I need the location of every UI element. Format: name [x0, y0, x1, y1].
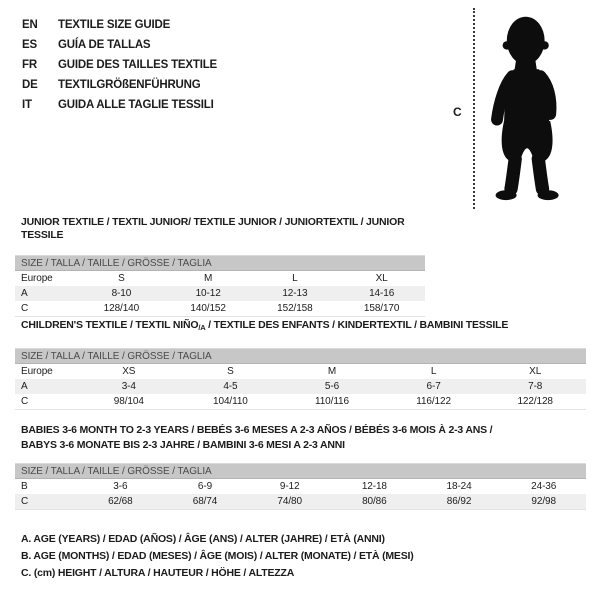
language-code: ES [22, 39, 37, 51]
value-cell: 8-10 [111, 288, 132, 299]
language-code: EN [22, 19, 38, 31]
babies-size-table [15, 463, 586, 510]
language-title: TEXTILGRÖßENFÜHRUNG [58, 79, 201, 91]
value-cell: 110/116 [315, 396, 349, 407]
language-row [22, 55, 217, 75]
value-cell: 128/140 [103, 303, 140, 314]
value-cell: 6-7 [426, 381, 441, 392]
section-title-text: CHILDREN'S TEXTILE / TEXTIL NIÑO [21, 319, 199, 331]
junior-size-table [15, 255, 425, 317]
language-code: IT [22, 99, 32, 111]
value-cell: S [118, 273, 125, 284]
section-title-line1 [21, 319, 586, 334]
value-cell: 3-6 [113, 481, 128, 492]
babies-textile-section [15, 424, 586, 510]
value-cell: 14-16 [369, 288, 395, 299]
language-row [22, 35, 217, 55]
table-row [15, 301, 425, 316]
value-cell: 98/104 [113, 396, 144, 407]
junior-textile-section [15, 216, 425, 317]
row-label-cell: A [21, 288, 28, 299]
table-row [15, 479, 586, 494]
language-title: GUIDA ALLE TAGLIE TESSILI [58, 99, 214, 111]
language-row [22, 15, 217, 35]
value-cell: 7-8 [528, 381, 543, 392]
value-cell: 3-4 [121, 381, 136, 392]
section-title-babies [21, 424, 586, 452]
row-label-cell: B [21, 481, 28, 492]
value-cell: 92/98 [531, 496, 556, 507]
row-label-cell: Europe [21, 366, 53, 377]
section-title-text: BABIES 3-6 MONTH TO 2-3 YEARS / BEBÉS 3-6 MESES A 2-3 AÑOS / BÉBÉS 3-6 MOIS À 2-3 ANS / [21, 424, 493, 436]
row-label-cell: Europe [21, 273, 53, 284]
legend-note-line: A. AGE (YEARS) / EDAD (AÑOS) / ÂGE (ANS) / ALTER (JAHRE) / ETÀ (ANNI) [21, 533, 385, 545]
value-cell: 122/128 [517, 396, 553, 407]
table-row [15, 364, 586, 379]
value-cell: 5-6 [324, 381, 340, 392]
value-cell: 74/80 [277, 496, 302, 507]
value-cell: 9-12 [279, 481, 300, 492]
value-cell: M [327, 366, 337, 377]
size-header-bar: SIZE / TALLA / TAILLE / GRÖSSE / TAGLIA [15, 463, 586, 479]
value-cell: L [292, 273, 298, 284]
value-cell: XL [375, 273, 388, 284]
value-cell: M [204, 273, 213, 284]
size-header-bar: SIZE / TALLA / TAILLE / GRÖSSE / TAGLIA [15, 348, 586, 364]
row-label-cell: C [21, 303, 29, 314]
baby-silhouette-icon [483, 8, 567, 206]
row-label-cell: C [21, 396, 29, 407]
measurement-figure [440, 5, 595, 213]
value-cell: 10-12 [195, 288, 221, 299]
value-cell: 158/170 [363, 303, 400, 314]
section-title-children [21, 319, 586, 334]
table-row [15, 286, 425, 301]
height-measure-label: C [453, 105, 462, 119]
value-cell: XS [122, 366, 136, 377]
value-cell: 4-5 [223, 381, 238, 392]
section-title-subscript: /A [198, 323, 206, 332]
size-header-bar: SIZE / TALLA / TAILLE / GRÖSSE / TAGLIA [15, 255, 425, 271]
value-cell: 6-9 [197, 481, 213, 492]
value-cell: 24-36 [531, 481, 557, 492]
value-cell: S [227, 366, 234, 377]
section-title-line2: BABYS 3-6 MONATE BIS 2-3 JAHRE / BAMBINI 3-6 MESI A 2-3 ANNI [21, 439, 345, 451]
language-title: GUÍA DE TALLAS [58, 39, 151, 51]
children-size-table [15, 348, 586, 410]
value-cell: XL [529, 366, 542, 377]
value-cell: 12-13 [282, 288, 308, 299]
legend-note-line: B. AGE (MONTHS) / EDAD (MESES) / ÂGE (MOIS) / ALTER (MONATE) / ETÀ (MESI) [21, 550, 414, 562]
table-row [15, 379, 586, 394]
table-row [15, 271, 425, 286]
legend-note-line: C. (cm) HEIGHT / ALTURA / HAUTEUR / HÖHE / ALTEZZA [21, 567, 295, 579]
language-title-list [22, 15, 217, 115]
section-title-junior [21, 216, 425, 244]
row-label-cell: A [21, 381, 28, 392]
value-cell: 18-24 [446, 481, 472, 492]
section-title-line1 [21, 216, 425, 244]
value-cell: 104/110 [213, 396, 248, 407]
value-cell: 140/152 [190, 303, 226, 314]
section-title-line1 [21, 424, 586, 439]
value-cell: 152/158 [277, 303, 313, 314]
language-title: TEXTILE SIZE GUIDE [58, 19, 171, 31]
language-code: FR [22, 59, 37, 71]
table-row [15, 494, 586, 509]
children-textile-section [15, 319, 586, 410]
language-code: DE [22, 79, 38, 91]
row-label-cell: C [21, 496, 29, 507]
value-cell: 86/92 [446, 496, 472, 507]
legend-notes [21, 531, 414, 582]
language-row [22, 75, 217, 95]
value-cell: L [430, 366, 437, 377]
height-dotted-line [473, 8, 475, 209]
language-row [22, 95, 217, 115]
value-cell: 116/122 [416, 396, 451, 407]
table-row [15, 394, 586, 409]
language-title: GUIDE DES TAILLES TEXTILE [58, 59, 217, 71]
section-title-text: JUNIOR TEXTILE / TEXTIL JUNIOR/ TEXTILE JUNIOR / JUNIORTEXTIL / JUNIOR TESSILE [21, 216, 405, 241]
value-cell: 68/74 [192, 496, 218, 507]
value-cell: 62/68 [108, 496, 133, 507]
section-title-text-post: / TEXTILE DES ENFANTS / KINDERTEXTIL / BAMBINI TESSILE [205, 319, 509, 331]
value-cell: 12-18 [361, 481, 387, 492]
value-cell: 80/86 [362, 496, 387, 507]
